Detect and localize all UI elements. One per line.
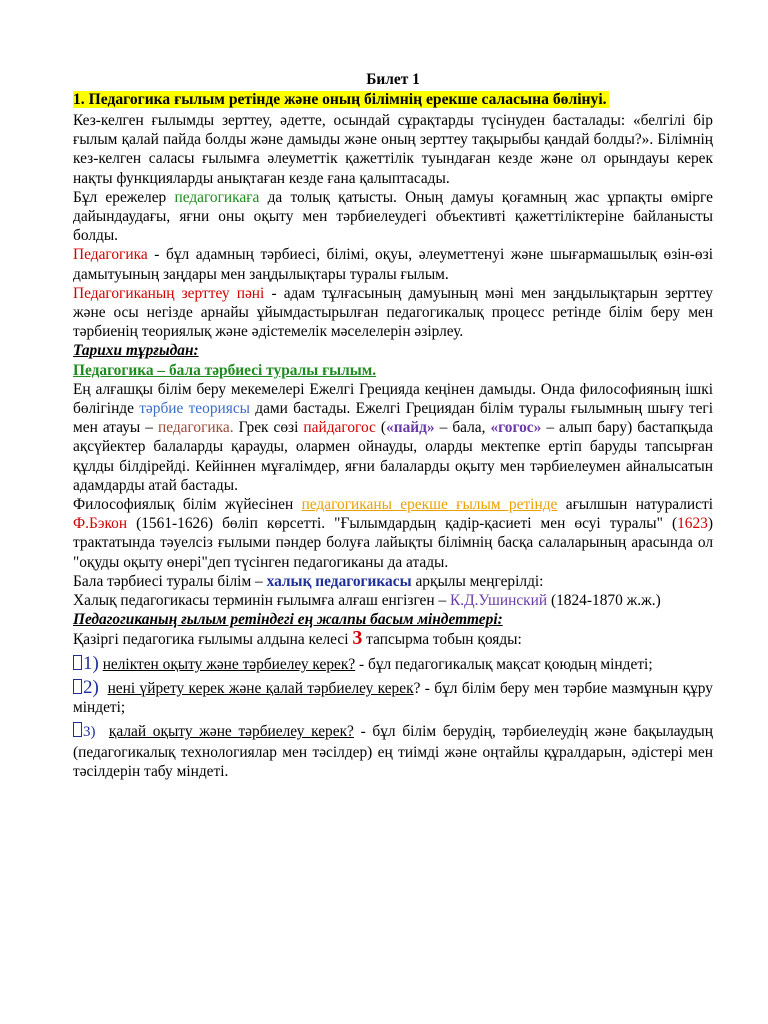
paragraph-bacon	[73, 495, 713, 572]
text: (1824-1870 ж.ж.)	[547, 592, 661, 610]
text: Ең алғашқы білім беру мекемелері Ежелгі Грецияда кеңінен дамыды. Онда философияның ішкі бөлігінде	[73, 380, 713, 418]
text: тапсырма тобын қояды:	[362, 631, 522, 649]
term-special-science: педагогиканы ерекше ғылым ретінде	[301, 496, 558, 514]
task-marker: 2)	[83, 676, 99, 698]
text: ) трактатында тәуелсіз ғылыми пәндер болуға лайықты білімнің басқа салаларының арасында ол "оқуды оқыту өнері"деп түсінген педагогиканы да атады.	[73, 515, 713, 571]
bullet-box-icon	[73, 679, 82, 694]
task-question: қалай оқыту және тәрбиелеу керек?	[108, 723, 354, 741]
text: (	[375, 419, 386, 437]
task-marker: 1)	[83, 652, 99, 674]
text: Халық педагогикасы терминін ғылымға алғаш енгізген –	[73, 592, 451, 610]
historical-heading: Тарихи тұрғыдан:	[73, 342, 199, 360]
name-ushinsky: К.Д.Ушинский	[450, 592, 548, 610]
text: Бұл ережелер	[73, 188, 175, 206]
task-marker-text: 3)	[83, 724, 96, 741]
name-bacon: Ф.Бэкон	[73, 515, 128, 533]
tasks-heading: Педагогиканың ғылым ретіндегі ең жалпы басым міндеттері:	[73, 611, 503, 629]
text: Философиялық білім жүйесінен	[73, 496, 302, 514]
paragraph-intro: Кез-келген ғылымды зерттеу, әдетте, осындай сұрақтарды түсінуден басталады: «белгілі бір ғылым қалай пайда болды және дамыды және оның зерттеу тақырыбы қандай болды?». Білімнің кез-келген саласы ғылымға әлеуметтік қажеттілік туындаған кезде және ол орындауы керек нақты функцияларды анықтаған кезде ғана қалыптасады.	[73, 112, 713, 187]
task-question: нені үйрету керек және қалай тәрбиелеу керек	[107, 679, 414, 697]
paragraph-subject	[73, 284, 713, 342]
text: ? - бұл білім беру мен тәрбие мазмұнын құру міндеті;	[73, 679, 713, 717]
bullet-box-icon	[73, 655, 82, 670]
paragraph-greece	[73, 380, 713, 495]
bullet-box-icon	[73, 722, 82, 737]
text: Грек сөзі	[233, 419, 304, 437]
historical-definition: Педагогика – бала тәрбиесі туралы ғылым.	[73, 361, 377, 379]
year-1623: 1623	[677, 515, 708, 533]
term-gogos: «гогос»	[490, 419, 542, 437]
text: арқылы меңгерілді:	[411, 572, 544, 590]
paragraph-folk	[73, 572, 713, 591]
term-subject: Педагогиканың зерттеу пәні	[73, 284, 265, 302]
text: дами бастады. Ежелгі Грециядан білім туралы ғылымның шығу тегі мен атауы –	[73, 400, 713, 437]
text: - бұл педагогикалық мақсат қоюдың міндеті;	[355, 655, 653, 673]
task-item-2	[73, 678, 713, 717]
term-pedagogika: педагогика.	[157, 419, 234, 437]
task-question: неліктен оқыту және тәрбиелеу керек?	[102, 655, 356, 673]
text: – алып бару) бастапқыда ақсүйектер балаларды қарауды, олармен ойнауды, оларды мектепке ертіп баруды тапсырған құлды білдірейді. Кейіннен мұғалімдер, яғни балаларды оқыту мен тәрбиелеумен айналысатын адамдарды атай бастады.	[73, 419, 713, 494]
term-pedagogy: Педагогика	[73, 246, 148, 264]
highlight-term: педагогикаға	[174, 188, 260, 206]
task-item-3	[73, 721, 713, 781]
text: Бала тәрбиесі туралы білім –	[73, 572, 267, 590]
text: – бала,	[434, 419, 491, 437]
tasks-count: 3	[352, 627, 363, 650]
paragraph-pedagogy-relation	[73, 188, 713, 246]
text: - бұл білім берудің, тәрбиелеудің және бақылаудың (педагогикалық технологиялар мен тәсілдер) ең тиімді және оңтайлы құралдарын, әдістері мен тәсілдерін табу міндеті.	[73, 723, 713, 780]
term-paidagogos: пайдагогос	[303, 419, 376, 437]
term-theory: тәрбие теориясы	[139, 400, 251, 418]
text: Қазіргі педагогика ғылымы алдына келесі	[73, 631, 353, 649]
term-folk-pedagogy: халық педагогикасы	[266, 572, 412, 590]
task-marker	[83, 720, 96, 741]
text: - бұл адамның тәрбиесі, білімі, оқуы, әлеуметтенуі және шығармашылық өзін-өзі дамытуының заңдары мен заңдылықтары туралы ғылым.	[73, 246, 713, 283]
ticket-title: Билет 1	[366, 71, 420, 88]
text: ағылшын натуралисті	[557, 496, 713, 514]
question-heading-line	[73, 90, 713, 111]
task-item-1	[73, 654, 713, 674]
paragraph-ushinsky	[73, 591, 713, 610]
tasks-intro	[73, 629, 713, 649]
term-paid: «пайд»	[386, 419, 435, 437]
document-page	[73, 70, 713, 781]
paragraph-definition	[73, 245, 713, 283]
text: (1561-1626) бөліп көрсетті. "Ғылымдардың қадір-қасиеті мен өсуі туралы" (	[127, 515, 678, 533]
text: да толық қатысты. Оның дамуы қоғамның жас ұрпақты өмірге дайындаудағы, яғни оны оқыту мен тәрбиелеудегі объективті қажеттіліктеріне байланысты болды.	[73, 188, 713, 245]
question-heading: 1. Педагогика ғылым ретінде және оның білімнің ерекше саласына бөлінуі.	[73, 91, 607, 108]
text: - адам тұлғасының дамуының мәні мен заңдылықтарын зерттеу және осы негізде арнайы ұйымдастырылған педагогикалық процесс ретінде білім беру мен тәрбиенің теориялық және әдістемелік мәселелерін әзірлеу.	[73, 284, 713, 341]
